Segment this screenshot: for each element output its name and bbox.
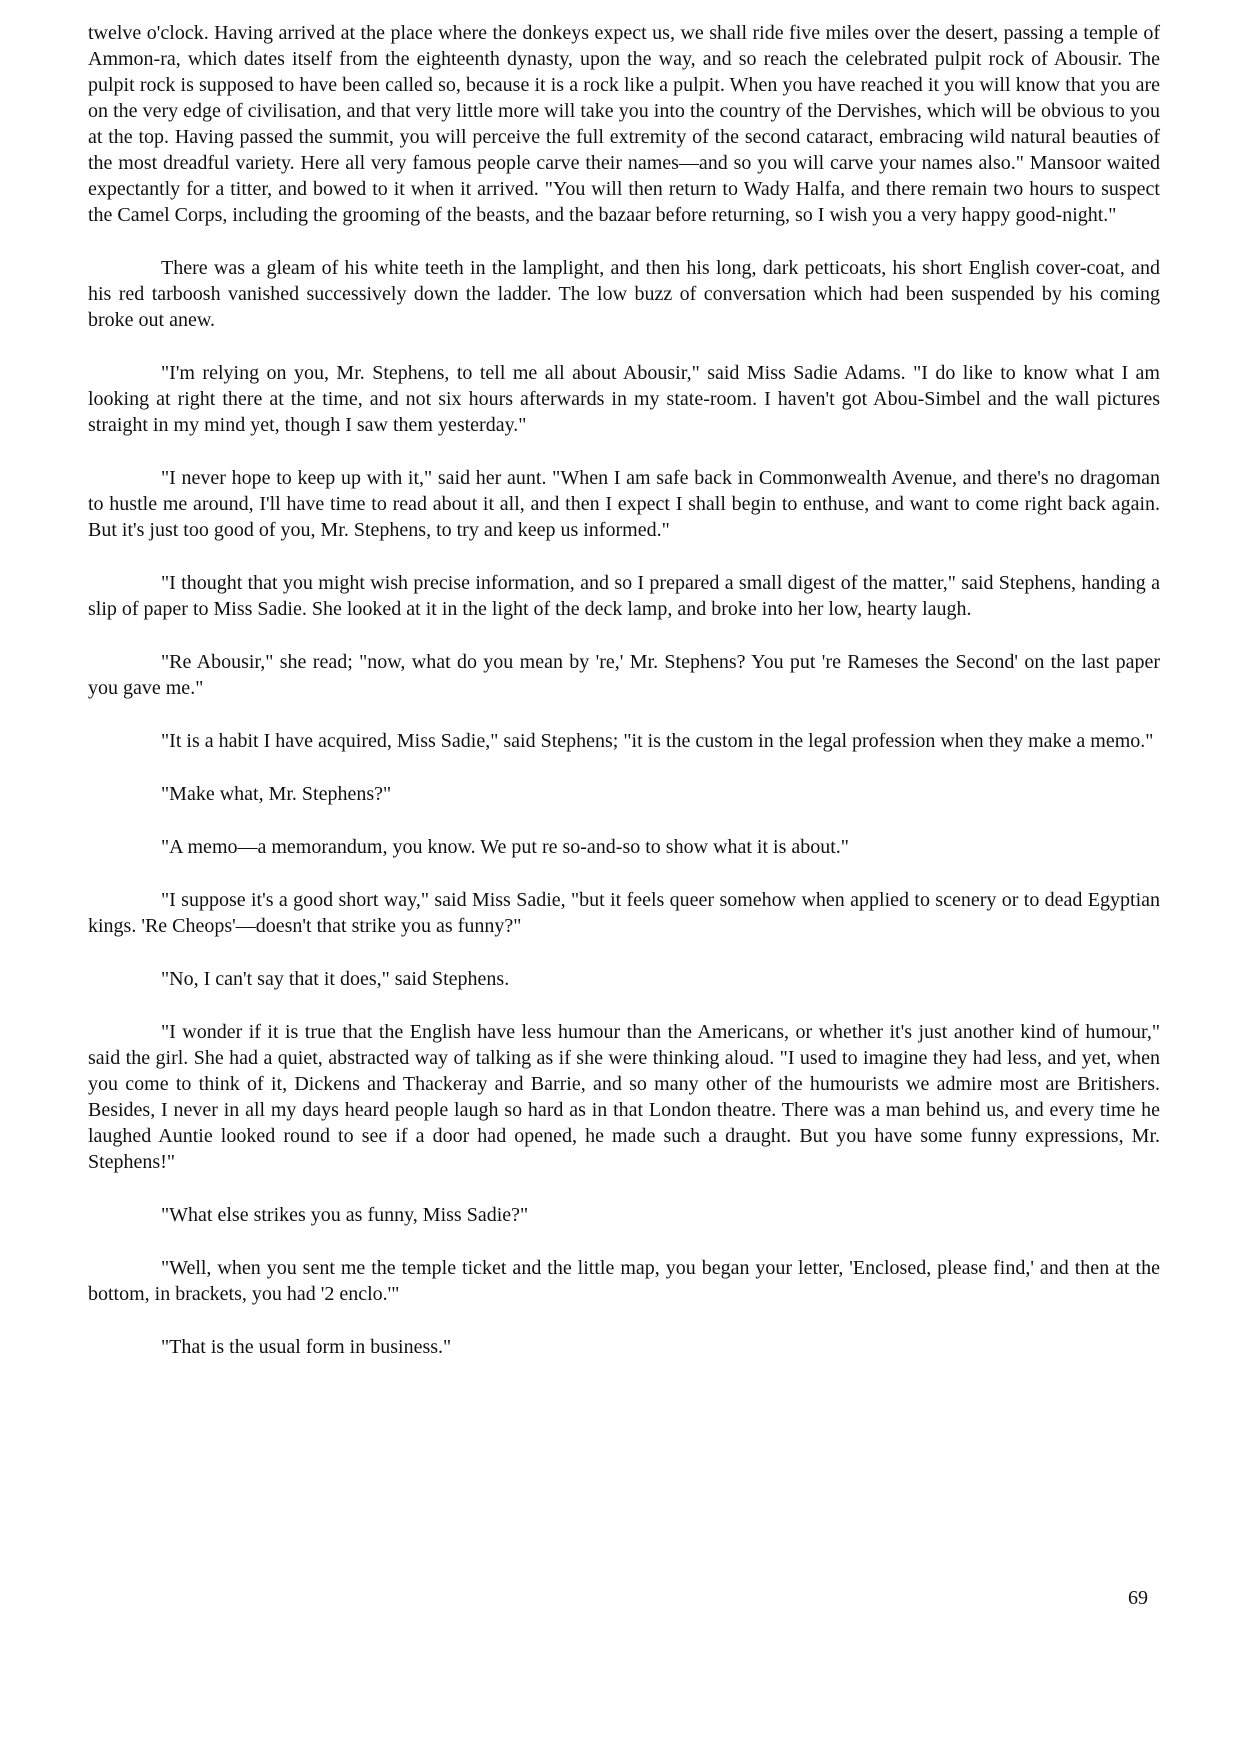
paragraph-5: "I thought that you might wish precise information, and so I prepared a small digest of the matter," said Stephens, handing a slip of paper to Miss Sadie. She looked at it in the light of the deck lamp, and broke into her low, hearty laugh. bbox=[88, 572, 1160, 620]
paragraph-4: "I never hope to keep up with it," said her aunt. "When I am safe back in Commonwealth Avenue, and there's no dragoman to hustle me around, I'll have time to read about it all, and then I expect I shall begin to enthuse, and want to come right back again. But it's just too good of you, Mr. Stephens, to try and keep us informed." bbox=[88, 467, 1160, 541]
paragraph-3: "I'm relying on you, Mr. Stephens, to tell me all about Abousir," said Miss Sadie Adams. "I do like to know what I am looking at right there at the time, and not six hours afterwards in my state-room. I haven't got Abou-Simbel and the wall pictures straight in my mind yet, though I saw them yesterday." bbox=[88, 362, 1160, 436]
paragraph-6: "Re Abousir," she read; "now, what do you mean by 're,' Mr. Stephens? You put 're Rameses the Second' on the last paper you gave me." bbox=[88, 651, 1160, 699]
paragraph-14: "Well, when you sent me the temple ticket and the little map, you began your letter, 'Enclosed, please find,' and then at the bottom, in brackets, you had '2 enclo.'" bbox=[88, 1257, 1160, 1305]
paragraph-11: "No, I can't say that it does," said Stephens. bbox=[161, 968, 510, 990]
paragraph-7: "It is a habit I have acquired, Miss Sadie," said Stephens; "it is the custom in the legal profession when they make a memo." bbox=[161, 730, 1154, 752]
paragraph-12: "I wonder if it is true that the English have less humour than the Americans, or whether it's just another kind of humour," said the girl. She had a quiet, abstracted way of talking as if she were thinking aloud. "I used to imagine they had less, and yet, when you come to think of it, Dickens and Thackeray and Barrie, and so many other of the humourists we admire most are Britishers. Besides, I never in all my days heard people laugh so hard as in that London theatre. There was a man behind us, and every time he laughed Auntie looked round to see if a door had opened, he made such a draught. But you have some funny expressions, Mr. Stephens!" bbox=[88, 1021, 1160, 1173]
paragraph-2: There was a gleam of his white teeth in the lamplight, and then his long, dark petticoats, his short English cover-coat, and his red tarboosh vanished successively down the ladder. The low buzz of conversation which had been suspended by his coming broke out anew. bbox=[88, 257, 1160, 331]
document-page bbox=[88, 20, 1160, 1387]
paragraph-1: twelve o'clock. Having arrived at the place where the donkeys expect us, we shall ride five miles over the desert, passing a temple of Ammon-ra, which dates itself from the eighteenth dynasty, upon the way, and so reach the celebrated pulpit rock of Abousir. The pulpit rock is supposed to have been called so, because it is a rock like a pulpit. When you have reached it you will know that you are on the very edge of civilisation, and that very little more will take you into the country of the Dervishes, which will be obvious to you at the top. Having passed the summit, you will perceive the full extremity of the second cataract, embracing wild natural beauties of the most dreadful variety. Here all very famous people carve their names—and so you will carve your names also." Mansoor waited expectantly for a titter, and bowed to it when it arrived. "You will then return to Wady Halfa, and there remain two hours to suspect the Camel Corps, including the grooming of the beasts, and the bazaar before returning, so I wish you a very happy good-night." bbox=[88, 22, 1160, 226]
paragraph-9: "A memo—a memorandum, you know. We put re so-and-so to show what it is about." bbox=[161, 836, 849, 858]
page-number: 69 bbox=[1128, 1587, 1148, 1609]
paragraph-8: "Make what, Mr. Stephens?" bbox=[161, 783, 392, 805]
paragraph-13: "What else strikes you as funny, Miss Sadie?" bbox=[161, 1204, 529, 1226]
paragraph-10: "I suppose it's a good short way," said Miss Sadie, "but it feels queer somehow when applied to scenery or to dead Egyptian kings. 'Re Cheops'—doesn't that strike you as funny?" bbox=[88, 889, 1160, 937]
paragraph-15: "That is the usual form in business." bbox=[161, 1336, 452, 1358]
